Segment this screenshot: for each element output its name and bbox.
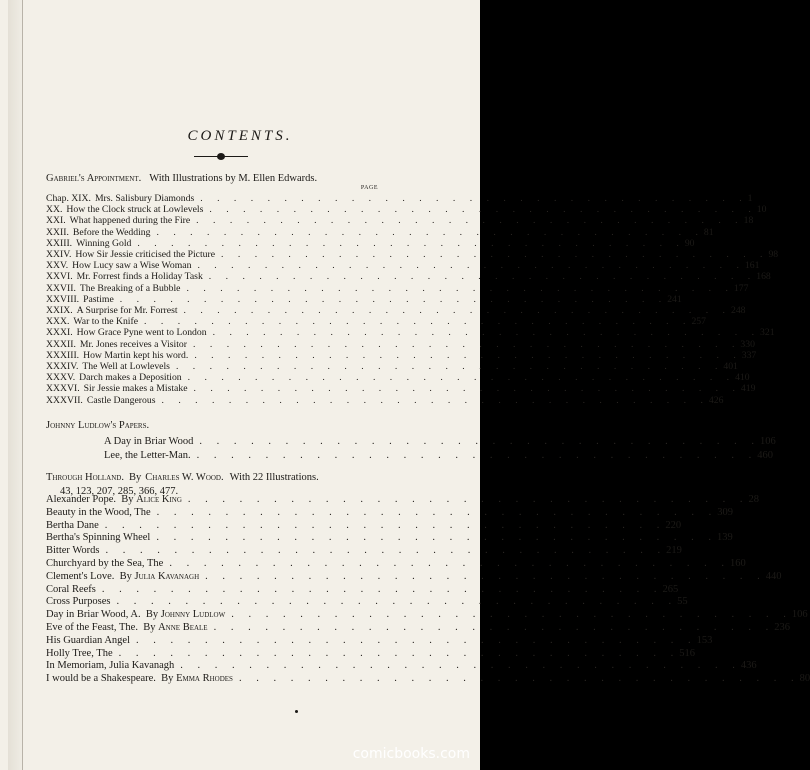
- dot-leader: . . . . . . . . . . . . . . . . . . . . . . . . . . . . . . . . .: [193, 383, 741, 395]
- chapter-title: Darch makes a Deposition: [79, 372, 182, 384]
- chapter-number: XXXIV.: [46, 361, 79, 372]
- chapter-page: 330: [740, 338, 755, 350]
- entry-title: Day in Briar Wood, A.: [46, 609, 141, 621]
- entry-title: Beauty in the Wood, The: [46, 506, 151, 518]
- chapter-page: 248: [730, 305, 746, 316]
- entry-title: I would be a Shakespeare.: [46, 673, 156, 685]
- chapter-title: Castle Dangerous: [86, 394, 156, 406]
- by-word: By: [155, 673, 177, 685]
- entry-title: Clement's Love.: [46, 570, 115, 582]
- paper-title: A Day in Briar Wood: [104, 436, 194, 447]
- section-ludlow-header: [46, 420, 149, 434]
- dot-leader: . . . . . . . . . . . . . . . . . . . . . . . . . . . . . . . . .: [205, 570, 766, 582]
- entry-page: 55: [677, 596, 688, 608]
- page-spine: [8, 0, 23, 770]
- dot-leader: . . . . . . . . . . . . . . . . . . . . . . . . . . . . . . . . .: [180, 660, 741, 672]
- entry-author: Emma Rhodes: [176, 673, 233, 685]
- watermark: comicbooks.com: [352, 746, 470, 762]
- paper-page: 106: [760, 436, 776, 447]
- entry-author: Julia Kavanagh: [134, 570, 200, 582]
- page-column-label: PAGE: [360, 185, 378, 191]
- section-title: Gabriel's Appointment.: [46, 173, 142, 184]
- chapter-title: How Sir Jessie criticised the Picture: [75, 249, 216, 260]
- chapter-number: XX.: [46, 204, 63, 216]
- chapter-row: [46, 394, 724, 409]
- chapter-title: A Surprise for Mr. Forrest: [76, 305, 178, 316]
- ink-speck: [295, 710, 298, 713]
- ludlow-row: [104, 450, 774, 464]
- chapter-page: 257: [691, 316, 706, 328]
- by-word: By: [115, 494, 137, 505]
- chapter-title: Pastime: [83, 293, 114, 305]
- chapter-page: 419: [740, 383, 756, 395]
- chapter-number: XXX.: [46, 316, 70, 328]
- chapter-page: 241: [667, 293, 682, 305]
- dot-leader: . . . . . . . . . . . . . . . . . . . . . . . . . . . . . . . . .: [156, 532, 717, 544]
- entry-page: 160: [729, 558, 746, 569]
- chapter-number: XXIX.: [46, 305, 73, 316]
- chapter-title: How Grace Pyne went to London: [76, 327, 207, 339]
- chapter-page: 337: [741, 349, 757, 361]
- chapter-number: XXV.: [46, 260, 69, 272]
- entry-page: 516: [679, 647, 695, 659]
- holland-page-list: 43, 123, 207, 285, 366, 477.: [60, 486, 179, 497]
- entry-page: 153: [696, 634, 713, 646]
- entry-page: 265: [662, 583, 679, 595]
- entry-title: Bertha Dane: [46, 519, 99, 531]
- dot-leader: . . . . . . . . . . . . . . . . . . . . . . . . . . . . . . . . .: [187, 494, 749, 505]
- chapter-page: 401: [723, 361, 738, 372]
- dot-leader: . . . . . . . . . . . . . . . . . . . . . . . . . . . . . . . . .: [200, 193, 748, 204]
- chapter-number: XXI.: [46, 215, 66, 227]
- dot-leader: . . . . . . . . . . . . . . . . . . . . . . . . . . . . . . . . .: [186, 282, 734, 294]
- chapter-title: How Martin kept his word.: [83, 349, 189, 361]
- entry-title: Bitter Words: [46, 545, 100, 557]
- chapter-title: War to the Knife: [73, 316, 139, 328]
- chapter-page: 10: [756, 204, 767, 216]
- dot-leader: . . . . . . . . . . . . . . . . . . . . . . . . . . . . . . . . .: [119, 293, 668, 305]
- section-illustrations: With 22 Illustrations.: [229, 472, 319, 483]
- chapter-number: XXIII.: [46, 237, 73, 249]
- chapter-title: The Breaking of a Bubble: [79, 282, 181, 294]
- chapter-number: XXIV.: [46, 249, 72, 260]
- entry-author: Johnny Ludlow: [160, 609, 226, 621]
- chapter-title: How the Clock struck at Lowlevels: [66, 204, 204, 216]
- dot-leader: . . . . . . . . . . . . . . . . . . . . . . . . . . . . . . . . .: [209, 204, 757, 216]
- entry-page: 220: [665, 519, 682, 531]
- entry-title: Cross Purposes: [46, 596, 111, 608]
- dot-leader: . . . . . . . . . . . . . . . . . . . . . . . . . . . . . . . . .: [116, 596, 678, 608]
- entry-page: 139: [716, 532, 733, 544]
- section-holland-header: [46, 472, 376, 486]
- chapter-number: XXXVI.: [46, 383, 80, 395]
- entry-title: His Guardian Angel: [46, 634, 130, 646]
- entry-title: Churchyard by the Sea, The: [46, 558, 164, 569]
- dot-leader: . . . . . . . . . . . . . . . . . . . . . . . . . . . . . . . . .: [104, 519, 666, 531]
- chapter-title: How Lucy saw a Wise Woman: [72, 260, 192, 272]
- dot-leader: . . . . . . . . . . . . . . . . . . . . . . . . . . . . . . . . .: [238, 673, 800, 685]
- dot-leader: . . . . . . . . . . . . . . . . . . . . . . . . . . . . . . . . .: [144, 316, 692, 328]
- by-word: By: [137, 622, 159, 633]
- chapter-page: 90: [684, 237, 695, 249]
- chapter-title: Sir Jessie makes a Mistake: [83, 383, 188, 395]
- chapter-number: XXII.: [46, 226, 69, 238]
- entry-row: [46, 673, 810, 687]
- ornament-rule: [194, 153, 248, 159]
- chapter-page: 168: [756, 271, 771, 283]
- chapter-title: What happened during the Fire: [69, 215, 191, 227]
- dot-leader: . . . . . . . . . . . . . . . . . . . . . . . . . . . . . . . . .: [169, 558, 730, 569]
- dot-leader: . . . . . . . . . . . . . . . . . . . . . . . . . . . . . . . . .: [213, 622, 775, 633]
- dot-leader: . . . . . . . . . . . . . . . . . . . . . . . . . . . . . . . . .: [156, 506, 718, 518]
- dot-leader: . . . . . . . . . . . . . . . . . . . . . . . . . . . . . . . . .: [208, 271, 757, 283]
- dot-leader: . . . . . . . . . . . . . . . . . . . . . . . . . . . . . . . . .: [105, 545, 667, 557]
- chapter-number: XXXI.: [46, 327, 73, 339]
- paper-title: Lee, the Letter-Man.: [104, 450, 191, 461]
- dot-leader: . . . . . . . . . . . . . . . . . . . . . . . . . . . . . . . . .: [136, 634, 697, 646]
- dot-leader: . . . . . . . . . . . . . . . . . . . . . . . . . . . . . . . . .: [231, 609, 792, 621]
- dot-leader: . . . . . . . . . . . . . . . . . . . . . . . . . . . . . . . . .: [196, 450, 758, 461]
- chapter-title: Mr. Jones receives a Visitor: [79, 338, 187, 350]
- chapter-title: Before the Wedding: [72, 226, 151, 238]
- dot-leader: . . . . . . . . . . . . . . . . . . . . . . . . . . . . . . . . .: [101, 583, 663, 595]
- chapter-title: Mr. Forrest finds a Holiday Task: [76, 271, 203, 283]
- dot-leader: . . . . . . . . . . . . . . . . . . . . . . . . . . . . . . . . .: [187, 372, 736, 384]
- dot-leader: . . . . . . . . . . . . . . . . . . . . . . . . . . . . . . . . .: [137, 237, 685, 249]
- dot-leader: . . . . . . . . . . . . . . . . . . . . . . . . . . . . . . . . .: [196, 215, 744, 227]
- entry-title: Coral Reefs: [46, 583, 96, 595]
- entry-title: Bertha's Spinning Wheel: [46, 532, 151, 544]
- entry-page: 28: [748, 494, 760, 505]
- dot-leader: . . . . . . . . . . . . . . . . . . . . . . . . . . . . . . . . .: [118, 647, 680, 659]
- chapter-number: XXVI.: [46, 271, 73, 283]
- entry-page: 106: [791, 609, 808, 621]
- by-word: By: [128, 472, 142, 483]
- section-gabriel-header: [46, 173, 366, 187]
- section-title: Through Holland.: [46, 472, 124, 483]
- by-word: By: [140, 609, 161, 621]
- dot-leader: . . . . . . . . . . . . . . . . . . . . . . . . . . . . . . . . .: [183, 305, 731, 316]
- section-subtitle: With Illustrations by M. Ellen Edwards.: [149, 173, 318, 184]
- chapter-page: 426: [708, 394, 724, 406]
- dot-leader: . . . . . . . . . . . . . . . . . . . . . . . . . . . . . . . . .: [199, 436, 760, 447]
- chapter-number: XXXII.: [46, 338, 76, 350]
- entry-title: In Memoriam, Julia Kavanagh: [46, 660, 175, 672]
- entry-author: Alice King: [136, 494, 182, 505]
- dot-leader: . . . . . . . . . . . . . . . . . . . . . . . . . . . . . . . . .: [161, 394, 709, 406]
- entry-page: 309: [717, 506, 734, 518]
- section-title: Johnny Ludlow's Papers.: [46, 420, 150, 431]
- chapter-number: XXXIII.: [46, 349, 80, 361]
- chapter-title: Winning Gold: [76, 237, 132, 249]
- chapter-number: XXVIII.: [46, 293, 80, 305]
- entry-page: 80: [799, 673, 810, 685]
- contents-heading: CONTENTS.: [187, 128, 293, 144]
- chapter-title: The Well at Lowlevels: [82, 361, 170, 372]
- chapter-page: 321: [760, 327, 775, 339]
- chapter-page: 177: [733, 282, 749, 294]
- dot-leader: . . . . . . . . . . . . . . . . . . . . . . . . . . . . . . . . .: [156, 226, 704, 238]
- dot-leader: . . . . . . . . . . . . . . . . . . . . . . . . . . . . . . . . .: [194, 349, 742, 361]
- chapter-title: Mrs. Salisbury Diamonds: [94, 193, 195, 204]
- entry-author: Anne Beale: [158, 622, 208, 633]
- chapter-number: Chap. XIX.: [46, 193, 91, 204]
- by-word: By: [114, 570, 135, 582]
- chapter-page: 98: [768, 249, 779, 260]
- chapter-page: 410: [735, 372, 750, 384]
- entry-title: Alexander Pope.: [46, 494, 116, 505]
- chapter-number: XXXVII.: [46, 394, 83, 406]
- chapter-page: 18: [743, 215, 754, 227]
- chapter-number: XXXV.: [46, 372, 76, 384]
- paper-page: 460: [757, 450, 774, 461]
- entry-title: Holly Tree, The: [46, 647, 113, 659]
- chapter-number: XXVII.: [46, 282, 76, 294]
- dot-leader: . . . . . . . . . . . . . . . . . . . . . . . . . . . . . . . . .: [175, 361, 724, 372]
- section-author: Charles W. Wood.: [145, 472, 224, 483]
- dot-leader: . . . . . . . . . . . . . . . . . . . . . . . . . . . . . . . . .: [193, 338, 741, 350]
- entry-title: Eve of the Feast, The.: [46, 622, 138, 633]
- entry-page: 236: [774, 622, 790, 633]
- entry-page: 219: [666, 545, 682, 557]
- entry-page: 436: [740, 660, 757, 672]
- ludlow-row: [104, 436, 776, 450]
- chapter-page: 81: [703, 226, 714, 238]
- dot-leader: . . . . . . . . . . . . . . . . . . . . . . . . . . . . . . . . .: [197, 260, 745, 272]
- dot-leader: . . . . . . . . . . . . . . . . . . . . . . . . . . . . . . . . .: [221, 249, 769, 260]
- dot-leader: . . . . . . . . . . . . . . . . . . . . . . . . . . . . . . . . .: [212, 327, 761, 339]
- entry-page: 440: [765, 570, 782, 582]
- chapter-page: 1: [747, 193, 753, 204]
- chapter-page: 161: [744, 260, 760, 272]
